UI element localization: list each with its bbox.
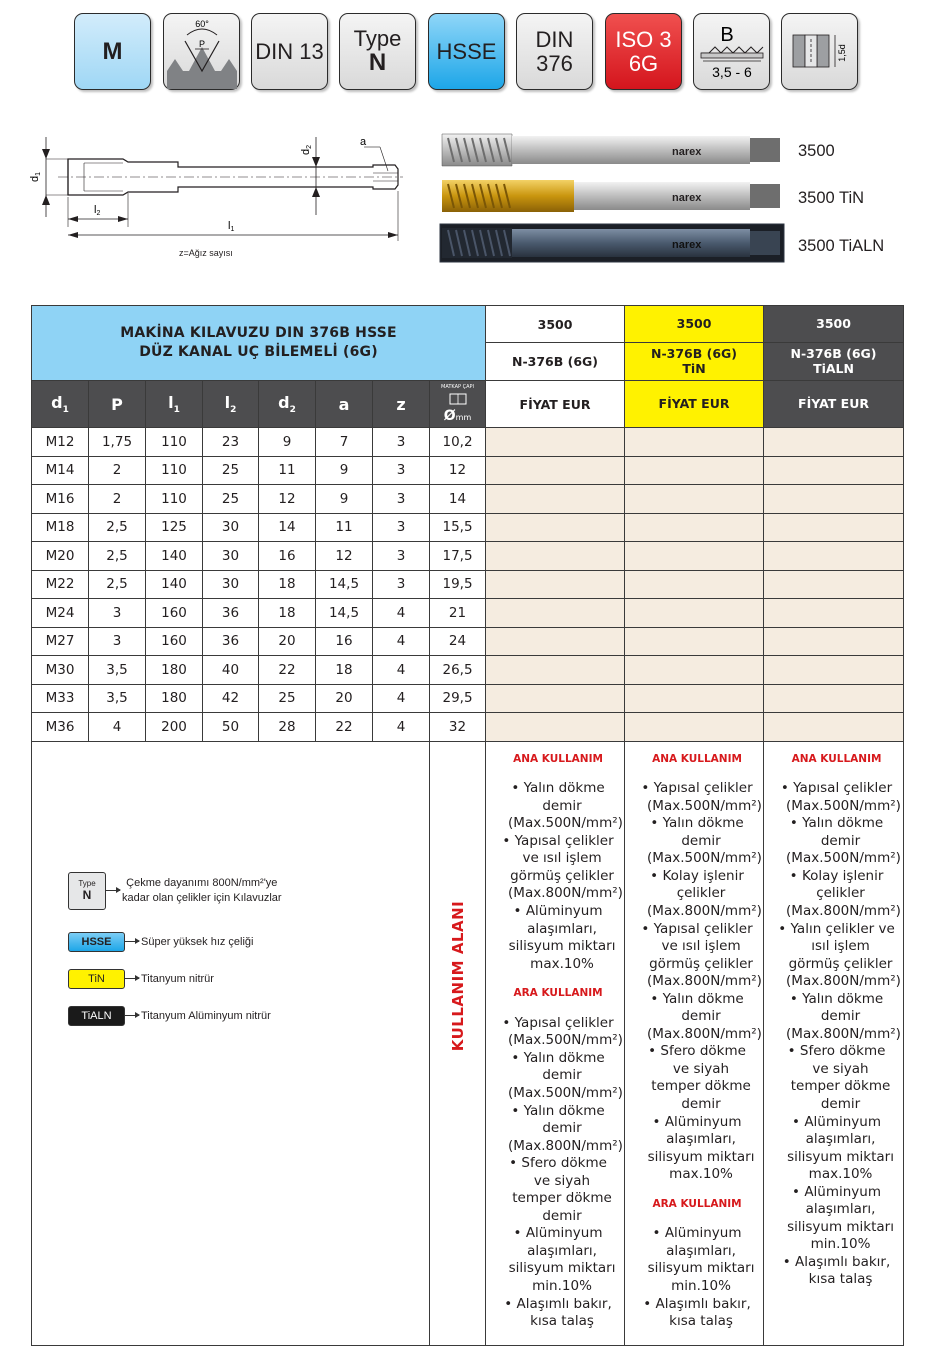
legend-type-bottom: N bbox=[82, 888, 92, 902]
table-cell: 26,5 bbox=[430, 656, 486, 685]
angle-text: 60° bbox=[194, 18, 209, 29]
table-cell: 24 bbox=[430, 627, 486, 656]
product-desc-tin-line2: TiN bbox=[682, 360, 706, 376]
legend-type-box bbox=[68, 872, 106, 910]
table-row bbox=[32, 570, 904, 599]
arrow-icon bbox=[125, 978, 139, 979]
table-cell: M22 bbox=[32, 570, 89, 599]
price-input-cell bbox=[625, 570, 764, 599]
col-header-l1 bbox=[146, 381, 203, 428]
table-cell: 2,5 bbox=[89, 542, 146, 571]
price-input-cell bbox=[486, 656, 625, 685]
col-d1-main: d bbox=[51, 392, 63, 412]
table-cell: 4 bbox=[373, 656, 430, 685]
table-cell: 9 bbox=[316, 485, 373, 514]
table-title-line2: DÜZ KANAL UÇ BİLEMELİ (6G) bbox=[139, 344, 378, 360]
iso-badge bbox=[605, 13, 682, 90]
price-input-cell bbox=[625, 428, 764, 457]
table-cell: 4 bbox=[373, 713, 430, 742]
main-usage-list bbox=[500, 780, 623, 973]
main-usage-title: ANA KULLANIM bbox=[791, 752, 882, 765]
table-row bbox=[32, 656, 904, 685]
price-input-cell bbox=[486, 713, 625, 742]
usage-item: • Sfero dökme ve siyah temper dökme demir bbox=[778, 1043, 895, 1113]
chamfer-badge bbox=[693, 13, 770, 90]
usage-item: • Yalın dökme demir (Max.800N/mm²) bbox=[639, 991, 755, 1044]
tool-3500-image bbox=[442, 134, 780, 166]
usage-item: • Yalın çelikler ve ısıl işlem görmüş çelikler (Max.800N/mm²) bbox=[778, 921, 895, 991]
usage-item: • Yalın dökme demir (Max.500N/mm²) bbox=[500, 780, 616, 833]
product-code-tin: 3500 bbox=[625, 306, 764, 343]
usage-item: • Yalın dökme demir (Max.500N/mm²) bbox=[778, 815, 895, 868]
table-cell: 140 bbox=[146, 570, 203, 599]
table-row bbox=[32, 627, 904, 656]
price-input-cell bbox=[764, 542, 904, 571]
usage-item: • Kolay işlenir çelikler (Max.800N/mm²) bbox=[778, 868, 895, 921]
price-header-tialn: FİYAT EUR bbox=[764, 381, 904, 428]
usage-item: • Yapısal çelikler ve ısıl işlem görmüş çelikler (Max.800N/mm²) bbox=[500, 833, 616, 903]
product-desc-tin-line1: N-376B (6G) bbox=[651, 346, 738, 362]
col-header-p bbox=[89, 381, 146, 428]
tool-2-brand: narex bbox=[672, 192, 702, 204]
tool-3500-tialn-image bbox=[440, 224, 784, 262]
col-header-l2 bbox=[203, 381, 259, 428]
din13-badge bbox=[251, 13, 328, 90]
table-row bbox=[32, 513, 904, 542]
table-cell: 18 bbox=[316, 656, 373, 685]
usage-item: • Alaşımlı bakır, kısa talaş bbox=[500, 1296, 616, 1331]
usage-item: • Alüminyum alaşımları, silisyum miktarı min.10% bbox=[500, 1225, 616, 1295]
usage-item: • Alüminyum alaşımları, silisyum miktarı max.10% bbox=[639, 1114, 755, 1184]
table-cell: 200 bbox=[146, 713, 203, 742]
main-usage-title: ANA KULLANIM bbox=[513, 752, 603, 765]
table-cell: 4 bbox=[373, 684, 430, 713]
product-desc-tialn-line1: N-376B (6G) bbox=[790, 346, 877, 362]
metric-thread-badge bbox=[74, 13, 151, 90]
table-cell: 4 bbox=[373, 627, 430, 656]
table-cell: 2,5 bbox=[89, 513, 146, 542]
usage-item: • Alüminyum alaşımları, silisyum miktarı min.10% bbox=[778, 1184, 895, 1254]
legend-type-n bbox=[68, 872, 282, 910]
chamfer-letter: B bbox=[719, 23, 734, 46]
product-code-tialn: 3500 bbox=[764, 306, 904, 343]
col-d2-main: d bbox=[278, 392, 290, 412]
table-cell: 4 bbox=[373, 599, 430, 628]
price-input-cell bbox=[625, 684, 764, 713]
product-desc-hsse-line1: N-376B (6G) bbox=[512, 354, 599, 369]
product-desc-tin bbox=[625, 343, 764, 381]
secondary-usage-list bbox=[639, 1225, 755, 1330]
table-cell: 110 bbox=[146, 456, 203, 485]
table-cell: 20 bbox=[316, 684, 373, 713]
hsse-label: HSSE bbox=[436, 38, 497, 64]
price-input-cell bbox=[625, 599, 764, 628]
table-title-line1: MAKİNA KILAVUZU DIN 376B HSSE bbox=[120, 325, 397, 342]
price-input-cell bbox=[486, 627, 625, 656]
table-cell: 2,5 bbox=[89, 570, 146, 599]
col-p-main: P bbox=[111, 394, 123, 414]
flute-count-note: z=Ağız sayısı bbox=[179, 248, 233, 258]
main-usage-list bbox=[778, 780, 901, 1289]
din13-label: DIN 13 bbox=[255, 38, 324, 64]
drill-bit-icon bbox=[448, 393, 468, 405]
table-cell: 14 bbox=[430, 485, 486, 514]
price-input-cell bbox=[486, 485, 625, 514]
depth-text: 1,5d bbox=[836, 43, 847, 62]
main-usage-list bbox=[639, 780, 762, 1184]
col-header-d1 bbox=[32, 381, 89, 428]
table-cell: 2 bbox=[89, 485, 146, 514]
legend bbox=[32, 742, 429, 1168]
d1-sub: 1 bbox=[35, 171, 42, 176]
table-cell: 125 bbox=[146, 513, 203, 542]
legend-type-text-1: Çekme dayanımı 800N/mm²'ye bbox=[126, 877, 278, 890]
table-cell: 9 bbox=[316, 456, 373, 485]
price-header-tin: FİYAT EUR bbox=[625, 381, 764, 428]
product-code-hsse: 3500 bbox=[486, 306, 625, 343]
col-header-z bbox=[373, 381, 430, 428]
legend-hsse-text: Süper yüksek hız çeliği bbox=[141, 935, 254, 948]
tool-1-brand: narex bbox=[672, 146, 702, 158]
tap-dimension-drawing bbox=[28, 127, 408, 267]
usage-vertical-cell bbox=[430, 741, 486, 1345]
tool-3500-tin-image bbox=[442, 180, 780, 212]
table-cell: 30 bbox=[203, 513, 259, 542]
secondary-usage-title: ARA KULLANIM bbox=[652, 1197, 742, 1210]
table-cell: 3 bbox=[373, 485, 430, 514]
col-d2-sub: 2 bbox=[289, 405, 296, 416]
table-cell: 25 bbox=[203, 456, 259, 485]
table-cell: M16 bbox=[32, 485, 89, 514]
arrow-icon bbox=[106, 890, 120, 891]
usage-item: • Sfero dökme ve siyah temper dökme demir bbox=[500, 1155, 616, 1225]
tap-spec-table bbox=[31, 305, 904, 1346]
pitch-text: P bbox=[198, 38, 205, 49]
table-cell: 16 bbox=[259, 542, 316, 571]
table-row bbox=[32, 713, 904, 742]
depth-badge bbox=[781, 13, 858, 90]
table-cell: 9 bbox=[259, 428, 316, 457]
hsse-badge bbox=[428, 13, 505, 90]
thread-depth-icon bbox=[783, 15, 857, 89]
legend-cell bbox=[32, 741, 430, 1345]
tool-images bbox=[440, 128, 784, 264]
table-cell: 160 bbox=[146, 599, 203, 628]
table-row bbox=[32, 428, 904, 457]
price-input-cell bbox=[625, 713, 764, 742]
table-cell: 14,5 bbox=[316, 599, 373, 628]
price-input-cell bbox=[486, 542, 625, 571]
din376-badge bbox=[516, 13, 593, 90]
tool-label-3500-tin: 3500 TiN bbox=[798, 189, 865, 207]
table-cell: 18 bbox=[259, 599, 316, 628]
spec-badges bbox=[74, 13, 860, 91]
price-input-cell bbox=[764, 599, 904, 628]
product-desc-tialn bbox=[764, 343, 904, 381]
secondary-usage-list bbox=[500, 1014, 623, 1331]
price-input-cell bbox=[625, 485, 764, 514]
legend-tialn-text: Titanyum Alüminyum nitrür bbox=[141, 1009, 271, 1022]
table-cell: 3 bbox=[373, 428, 430, 457]
price-input-cell bbox=[486, 684, 625, 713]
price-input-cell bbox=[625, 456, 764, 485]
table-cell: M36 bbox=[32, 713, 89, 742]
d1-label: d bbox=[29, 175, 41, 182]
table-cell: 29,5 bbox=[430, 684, 486, 713]
table-cell: 19,5 bbox=[430, 570, 486, 599]
table-cell: 28 bbox=[259, 713, 316, 742]
table-cell: 12 bbox=[259, 485, 316, 514]
price-input-cell bbox=[625, 656, 764, 685]
tool-label-3500-tialn: 3500 TiALN bbox=[798, 237, 885, 255]
table-cell: 12 bbox=[430, 456, 486, 485]
chamfer-icon bbox=[695, 15, 769, 89]
table-cell: M33 bbox=[32, 684, 89, 713]
usage-item: • Yapısal çelikler (Max.500N/mm²) bbox=[778, 780, 895, 815]
l1-label: l bbox=[228, 220, 231, 232]
table-cell: 3 bbox=[373, 456, 430, 485]
usage-tialn bbox=[764, 741, 904, 1345]
col-z-main: z bbox=[396, 394, 406, 414]
table-cell: M20 bbox=[32, 542, 89, 571]
usage-item: • Yapısal çelikler ve ısıl işlem görmüş çelikler (Max.800N/mm²) bbox=[639, 921, 755, 991]
product-desc-hsse bbox=[486, 343, 625, 381]
table-cell: 42 bbox=[203, 684, 259, 713]
col-a-main: a bbox=[338, 394, 350, 414]
table-cell: M30 bbox=[32, 656, 89, 685]
l1-sub: 1 bbox=[230, 226, 235, 233]
col-l1-main: l bbox=[168, 392, 174, 412]
l2-label: l bbox=[94, 204, 97, 216]
legend-type-text-2: kadar olan çelikler için Kılavuzlar bbox=[122, 891, 282, 904]
table-cell: 23 bbox=[203, 428, 259, 457]
table-cell: 3 bbox=[89, 599, 146, 628]
table-cell: 22 bbox=[259, 656, 316, 685]
table-cell: 7 bbox=[316, 428, 373, 457]
price-input-cell bbox=[764, 684, 904, 713]
col-header-a bbox=[316, 381, 373, 428]
type-value: N bbox=[368, 49, 387, 77]
product-desc-tialn-line2: TiALN bbox=[813, 360, 854, 376]
a-label: a bbox=[360, 136, 367, 148]
table-cell: 11 bbox=[316, 513, 373, 542]
table-cell: 18 bbox=[259, 570, 316, 599]
table-cell: 16 bbox=[316, 627, 373, 656]
table-cell: 3 bbox=[373, 513, 430, 542]
legend-hsse-box: HSSE bbox=[68, 932, 125, 952]
svg-text:d2 bbox=[300, 145, 313, 155]
usage-item: • Alüminyum alaşımları, silisyum miktarı min.10% bbox=[639, 1225, 755, 1295]
usage-vertical-label: KULLANIM ALANI bbox=[448, 900, 467, 1052]
type-badge bbox=[339, 13, 416, 90]
usage-item: • Yapısal çelikler (Max.500N/mm²) bbox=[639, 780, 755, 815]
price-input-cell bbox=[486, 570, 625, 599]
price-input-cell bbox=[764, 485, 904, 514]
legend-tialn bbox=[68, 1006, 271, 1026]
price-input-cell bbox=[764, 570, 904, 599]
diameter-symbol: Ø bbox=[443, 408, 456, 424]
table-row bbox=[32, 684, 904, 713]
secondary-usage-title: ARA KULLANIM bbox=[513, 987, 603, 1000]
table-cell: 17,5 bbox=[430, 542, 486, 571]
price-input-cell bbox=[764, 456, 904, 485]
table-cell: 3 bbox=[373, 570, 430, 599]
usage-item: • Alaşımlı bakır, kısa talaş bbox=[639, 1296, 755, 1331]
table-cell: M24 bbox=[32, 599, 89, 628]
price-input-cell bbox=[486, 428, 625, 457]
drill-header-top: MATKAP ÇAPI bbox=[441, 384, 475, 390]
type-label: Type bbox=[353, 26, 402, 52]
price-input-cell bbox=[625, 513, 764, 542]
table-cell: 10,2 bbox=[430, 428, 486, 457]
table-cell: 22 bbox=[316, 713, 373, 742]
table-cell: 15,5 bbox=[430, 513, 486, 542]
price-header-hsse: FİYAT EUR bbox=[486, 381, 625, 428]
table-cell: 36 bbox=[203, 627, 259, 656]
tool-label-3500: 3500 bbox=[798, 142, 835, 160]
table-cell: 14 bbox=[259, 513, 316, 542]
table-cell: M14 bbox=[32, 456, 89, 485]
l2-sub: 2 bbox=[96, 210, 101, 217]
din376-line2: 376 bbox=[536, 50, 573, 76]
table-cell: 25 bbox=[259, 684, 316, 713]
col-l2-sub: 2 bbox=[230, 405, 237, 416]
price-input-cell bbox=[625, 542, 764, 571]
table-cell: 160 bbox=[146, 627, 203, 656]
table-cell: 21 bbox=[430, 599, 486, 628]
usage-item: • Alüminyum alaşımları, silisyum miktarı max.10% bbox=[778, 1114, 895, 1184]
drill-unit: mm bbox=[455, 413, 472, 422]
thread-profile-icon bbox=[165, 15, 239, 89]
col-header-drill-diameter bbox=[430, 381, 486, 428]
price-input-cell bbox=[764, 627, 904, 656]
svg-text:d1 bbox=[29, 172, 42, 182]
legend-tin-text: Titanyum nitrür bbox=[141, 972, 214, 985]
usage-item: • Yalın dökme demir (Max.500N/mm²) bbox=[500, 1050, 616, 1103]
table-title bbox=[32, 306, 486, 381]
table-cell: M27 bbox=[32, 627, 89, 656]
table-body bbox=[32, 428, 904, 742]
table-cell: 2 bbox=[89, 456, 146, 485]
table-cell: 110 bbox=[146, 485, 203, 514]
price-input-cell bbox=[764, 513, 904, 542]
legend-type-top: Type bbox=[78, 879, 96, 888]
svg-text:l2 bbox=[94, 204, 100, 217]
col-l1-sub: 1 bbox=[173, 405, 180, 416]
price-input-cell bbox=[486, 599, 625, 628]
table-cell: 11 bbox=[259, 456, 316, 485]
table-cell: 180 bbox=[146, 656, 203, 685]
usage-item: • Alüminyum alaşımları, silisyum miktarı max.10% bbox=[500, 903, 616, 973]
arrow-icon bbox=[125, 941, 139, 942]
legend-tin-box: TiN bbox=[68, 969, 125, 989]
price-input-cell bbox=[764, 713, 904, 742]
table-row bbox=[32, 542, 904, 571]
table-cell: 14,5 bbox=[316, 570, 373, 599]
iso-line1: ISO 3 bbox=[615, 27, 672, 53]
table-cell: 25 bbox=[203, 485, 259, 514]
table-row bbox=[32, 485, 904, 514]
table-cell: 3 bbox=[89, 627, 146, 656]
table-cell: 36 bbox=[203, 599, 259, 628]
main-usage-title: ANA KULLANIM bbox=[652, 752, 742, 765]
table-cell: 140 bbox=[146, 542, 203, 571]
table-cell: M18 bbox=[32, 513, 89, 542]
table-cell: 40 bbox=[203, 656, 259, 685]
arrow-icon bbox=[125, 1015, 139, 1016]
thread-angle-badge bbox=[163, 13, 240, 90]
legend-tin bbox=[68, 969, 214, 989]
table-cell: 30 bbox=[203, 542, 259, 571]
table-row bbox=[32, 599, 904, 628]
legend-tialn-box: TiALN bbox=[68, 1006, 125, 1026]
tool-3-brand: narex bbox=[672, 239, 702, 251]
iso-line2: 6G bbox=[628, 50, 659, 76]
table-cell: 110 bbox=[146, 428, 203, 457]
chamfer-range: 3,5 - 6 bbox=[711, 63, 752, 80]
table-cell: 3,5 bbox=[89, 684, 146, 713]
usage-hsse bbox=[486, 741, 625, 1345]
table-cell: M12 bbox=[32, 428, 89, 457]
table-cell: 3,5 bbox=[89, 656, 146, 685]
svg-text:l1 bbox=[228, 220, 234, 233]
table-cell: 180 bbox=[146, 684, 203, 713]
usage-tin bbox=[625, 741, 764, 1345]
usage-item: • Yapısal çelikler (Max.500N/mm²) bbox=[500, 1015, 616, 1050]
table-cell: 12 bbox=[316, 542, 373, 571]
d2-label: d bbox=[300, 148, 312, 155]
col-l2-main: l bbox=[224, 392, 231, 412]
usage-item: • Yalın dökme demir (Max.800N/mm²) bbox=[500, 1103, 616, 1156]
d2-sub: 2 bbox=[306, 144, 313, 149]
table-row bbox=[32, 456, 904, 485]
price-input-cell bbox=[764, 656, 904, 685]
usage-item: • Kolay işlenir çelikler (Max.800N/mm²) bbox=[639, 868, 755, 921]
table-cell: 1,75 bbox=[89, 428, 146, 457]
usage-item: • Yalın dökme demir (Max.500N/mm²) bbox=[639, 815, 755, 868]
col-d1-sub: 1 bbox=[62, 405, 69, 416]
col-header-d2 bbox=[259, 381, 316, 428]
usage-item: • Yalın dökme demir (Max.800N/mm²) bbox=[778, 991, 895, 1044]
usage-item: • Alaşımlı bakır, kısa talaş bbox=[778, 1254, 895, 1289]
metric-label: M bbox=[102, 37, 123, 65]
price-input-cell bbox=[625, 627, 764, 656]
table-cell: 30 bbox=[203, 570, 259, 599]
table-cell: 50 bbox=[203, 713, 259, 742]
table-cell: 32 bbox=[430, 713, 486, 742]
table-cell: 4 bbox=[89, 713, 146, 742]
legend-hsse bbox=[68, 932, 254, 952]
price-input-cell bbox=[486, 456, 625, 485]
table-cell: 20 bbox=[259, 627, 316, 656]
din376-line1: DIN bbox=[535, 27, 574, 53]
usage-item: • Sfero dökme ve siyah temper dökme demir bbox=[639, 1043, 755, 1113]
price-input-cell bbox=[486, 513, 625, 542]
table-cell: 3 bbox=[373, 542, 430, 571]
price-input-cell bbox=[764, 428, 904, 457]
